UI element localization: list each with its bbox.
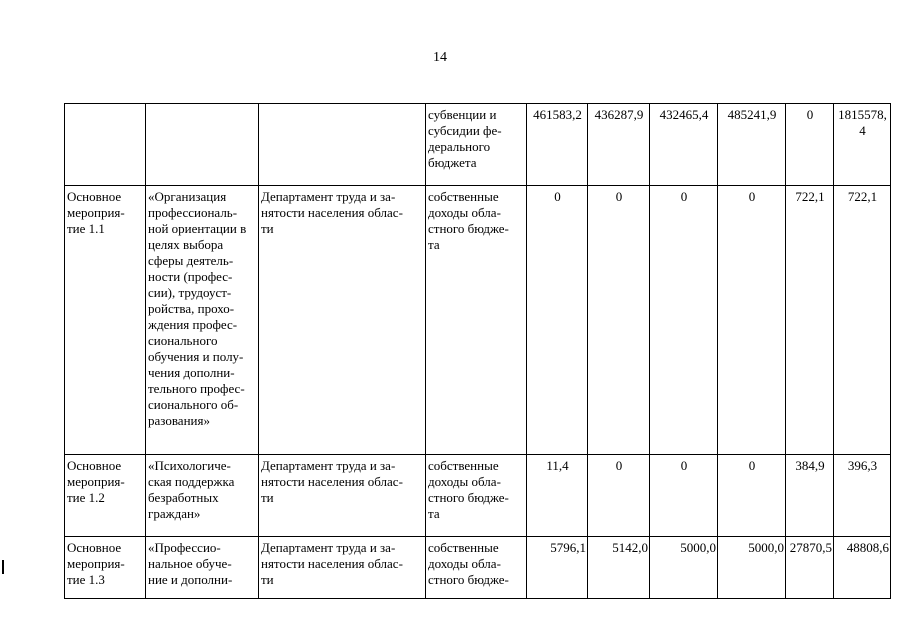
item-cell xyxy=(65,104,146,186)
item-cell: Основное мероприя- тие 1.2 xyxy=(65,455,146,537)
value-cell: 0 xyxy=(650,455,718,537)
name-cell xyxy=(146,104,259,186)
value-cell: 722,1 xyxy=(786,186,834,455)
budget-table xyxy=(64,103,891,599)
executor-cell: Департамент труда и за- нятости населения облас- ти xyxy=(259,537,426,599)
source-cell: субвенции и субсидии фе- дерального бюджета xyxy=(426,104,527,186)
value-cell: 0 xyxy=(718,455,786,537)
table-row xyxy=(65,455,891,537)
name-cell: «Организация профессиональ- ной ориентации в целях выбора сферы деятель- ности (профес- сии), трудоуст- ройства, прохо- ждения профес- сионального обучения и полу- чения дополни- тельного профес- сионального об- разования» xyxy=(146,186,259,455)
value-cell: 0 xyxy=(588,455,650,537)
value-cell: 432465,4 xyxy=(650,104,718,186)
value-cell: 11,4 xyxy=(527,455,588,537)
value-cell: 461583,2 xyxy=(527,104,588,186)
value-cell: 5000,0 xyxy=(718,537,786,599)
value-cell: 436287,9 xyxy=(588,104,650,186)
value-cell: 0 xyxy=(527,186,588,455)
value-cell: 0 xyxy=(650,186,718,455)
source-cell: собственные доходы обла- стного бюдже- та xyxy=(426,186,527,455)
page-number: 14 xyxy=(433,50,447,65)
value-cell: 0 xyxy=(718,186,786,455)
total-cell: 396,3 xyxy=(834,455,891,537)
item-cell: Основное мероприя- тие 1.1 xyxy=(65,186,146,455)
executor-cell: Департамент труда и за- нятости населения облас- ти xyxy=(259,186,426,455)
table-row xyxy=(65,104,891,186)
value-cell: 5000,0 xyxy=(650,537,718,599)
item-cell: Основное мероприя- тие 1.3 xyxy=(65,537,146,599)
value-cell: 485241,9 xyxy=(718,104,786,186)
source-cell: собственные доходы обла- стного бюдже- та xyxy=(426,455,527,537)
total-cell: 722,1 xyxy=(834,186,891,455)
value-cell: 5796,1 xyxy=(527,537,588,599)
name-cell: «Профессио- нальное обуче- ние и дополни- xyxy=(146,537,259,599)
source-cell: собственные доходы обла- стного бюдже- xyxy=(426,537,527,599)
value-cell: 27870,5 xyxy=(786,537,834,599)
executor-cell xyxy=(259,104,426,186)
total-cell: 1815578, 4 xyxy=(834,104,891,186)
executor-cell: Департамент труда и за- нятости населения облас- ти xyxy=(259,455,426,537)
value-cell: 384,9 xyxy=(786,455,834,537)
value-cell: 5142,0 xyxy=(588,537,650,599)
scan-edge-mark xyxy=(2,560,4,574)
total-cell: 48808,6 xyxy=(834,537,891,599)
name-cell: «Психологиче- ская поддержка безработных граждан» xyxy=(146,455,259,537)
value-cell: 0 xyxy=(588,186,650,455)
table-row xyxy=(65,537,891,599)
value-cell: 0 xyxy=(786,104,834,186)
table-row xyxy=(65,186,891,455)
